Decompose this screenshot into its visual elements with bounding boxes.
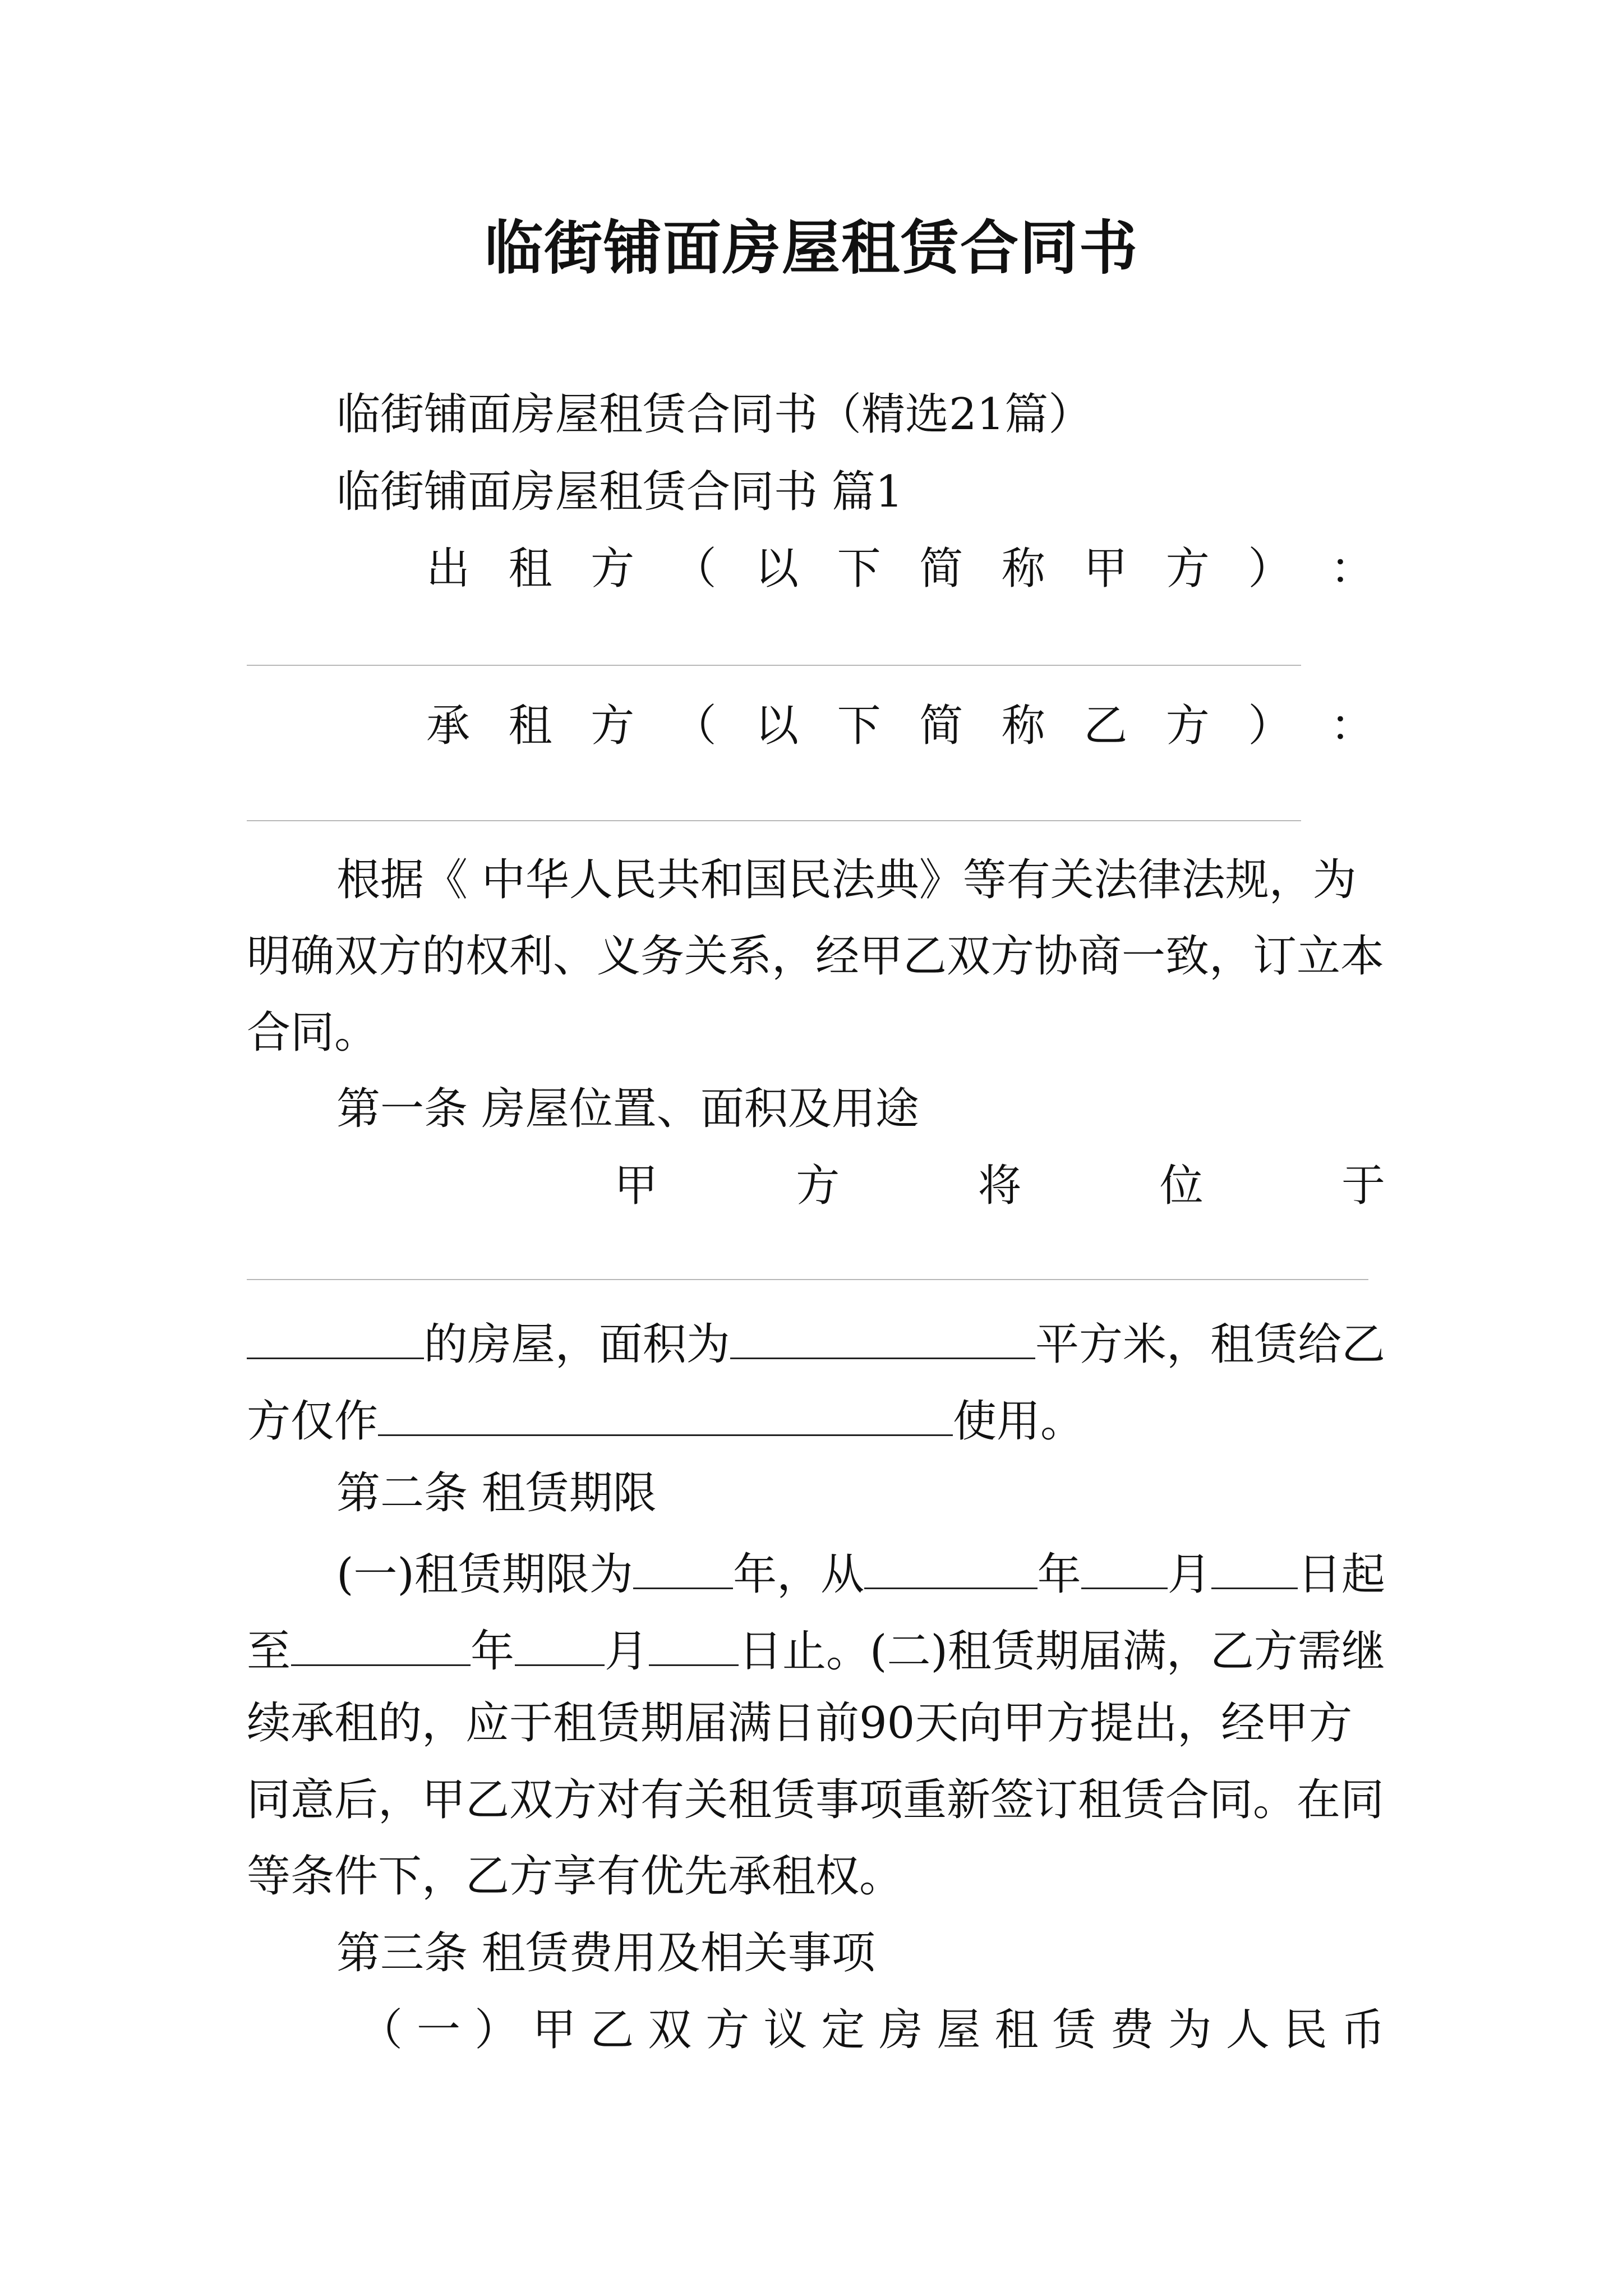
lessee-char: ： [1330,701,1374,751]
lessor-char: 下 [837,544,881,594]
article1-char: 将 [978,1161,1022,1211]
article3-char: 一 [417,2005,461,2055]
lessor-char: 简 [919,544,963,594]
blank-underline [378,1395,953,1436]
article1-location-line [247,1279,1368,1280]
article3-char: 为 [1168,2005,1212,2055]
blank-underline [730,1318,1035,1359]
lessee-fill-line [247,820,1301,821]
article3-char: 租 [994,2005,1039,2055]
lessee-char: 下 [837,701,881,751]
lessee-char: 称 [1001,701,1045,751]
article1-line-2 [247,1318,1385,1370]
blank-underline [1081,1548,1168,1589]
article3-char: 人 [1225,2005,1270,2055]
article2-line-2 [247,1625,1385,1677]
article3-char: 民 [1283,2005,1327,2055]
article2-line-3: 续承租的，应于租赁期届满日前90天向甲方提出，经甲方 [247,1698,1353,1749]
article2-line1-c: 年 [1037,1549,1081,1600]
lessor-char: 租 [508,544,552,594]
article3-line-1 [359,2005,1385,2055]
article3-char: 赁 [1052,2005,1096,2055]
article1-line2-a: 的房屋，面积为 [423,1319,730,1370]
lessee-line [426,701,1374,751]
article3-char: 乙 [590,2005,634,2055]
document-title: 临街铺面房屋租赁合同书 [484,214,1138,282]
lessor-char: （ [672,544,717,594]
lessee-char: 以 [755,701,799,751]
intro-line-3: 合同。 [247,1007,379,1058]
lessee-char: 方 [591,701,635,751]
article3-char: 议 [763,2005,808,2055]
article2-line1-a: (一)租赁期限为 [336,1549,633,1600]
article3-char: （ [359,2005,403,2055]
lessee-char: 方 [1165,701,1210,751]
article1-line3-a: 方仅作 [247,1396,379,1447]
lessor-char: ： [1330,544,1374,594]
article1-char: 甲 [614,1161,658,1211]
blank-underline [247,1318,424,1359]
article1-line2-b: 平方米，租赁给乙 [1035,1319,1385,1370]
article2-line2-b: 年 [471,1626,515,1677]
intro-line-2: 明确双方的权利、义务关系，经甲乙双方协商一致，订立本 [247,931,1385,982]
lessor-char: ） [1248,544,1292,594]
lessor-fill-line [247,665,1301,666]
article2-line2-a: 至 [247,1626,291,1677]
lessee-char: 承 [426,701,471,751]
lessee-char: 简 [919,701,963,751]
article2-line2-d: 日止。(二)租赁期届满，乙方需继 [739,1626,1385,1677]
article3-char: 甲 [532,2005,577,2055]
article3-char: 币 [1341,2005,1385,2055]
article1-char: 方 [796,1161,840,1211]
lessee-char: 租 [508,701,552,751]
article3-char: 定 [821,2005,865,2055]
article2-line1-e: 日起 [1297,1549,1385,1600]
article3-char: 方 [706,2005,750,2055]
article3-char: 双 [648,2005,692,2055]
article2-line-5: 等条件下，乙方享有优先承租权。 [247,1851,903,1902]
lessor-char: 出 [426,544,471,594]
article2-line1-b: 年，从 [733,1549,865,1600]
article1-line-3 [247,1395,1085,1447]
blank-underline [649,1625,739,1666]
blank-underline [291,1625,471,1666]
article1-line3-b: 使用。 [953,1396,1085,1447]
article2-line1-d: 月 [1167,1549,1211,1600]
lessee-char: ） [1248,701,1292,751]
subtitle-selected: 临街铺面房屋租赁合同书（精选21篇） [336,389,1092,440]
article1-line-1 [614,1161,1385,1211]
article2-heading: 第二条 租赁期限 [336,1468,657,1519]
article3-char: ） [474,2005,519,2055]
article3-heading: 第三条 租赁费用及相关事项 [336,1928,875,1978]
lessor-line [426,544,1374,594]
lessor-char: 称 [1001,544,1045,594]
subtitle-part: 临街铺面房屋租赁合同书 篇1 [336,467,903,517]
article1-char: 于 [1341,1161,1385,1211]
blank-underline [633,1548,733,1589]
article3-char: 屋 [937,2005,981,2055]
lessee-char: （ [672,701,717,751]
blank-underline [864,1548,1037,1589]
lessor-char: 方 [1165,544,1210,594]
article2-line-1 [336,1548,1385,1600]
article1-char: 位 [1159,1161,1204,1211]
article2-line2-c: 月 [605,1626,649,1677]
blank-underline [515,1625,605,1666]
lessor-char: 方 [591,544,635,594]
article1-heading: 第一条 房屋位置、面积及用途 [336,1084,919,1134]
blank-underline [1211,1548,1298,1589]
article3-char: 费 [1110,2005,1154,2055]
lessor-char: 以 [755,544,799,594]
lessor-char: 甲 [1083,544,1128,594]
lessee-char: 乙 [1083,701,1128,751]
article2-line-4: 同意后，甲乙双方对有关租赁事项重新签订租赁合同。在同 [247,1775,1385,1825]
intro-line-1: 根据《 中华人民共和国民法典》等有关法律法规，为 [336,855,1357,905]
article3-char: 房 [879,2005,923,2055]
